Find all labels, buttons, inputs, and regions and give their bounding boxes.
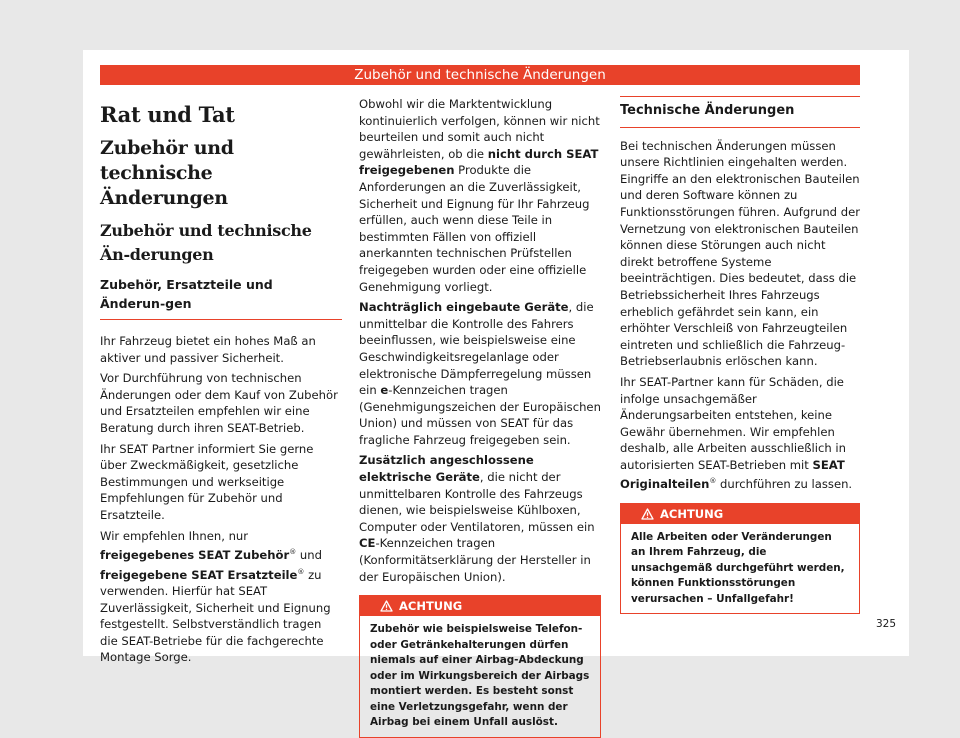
heading-level-3: Zubehör und technische Än-derungen bbox=[100, 221, 312, 264]
bold-text: freigegebenes SEAT Zubehör bbox=[100, 547, 290, 562]
text-run: Wir empfehlen Ihnen, nur bbox=[100, 528, 249, 543]
heading-level-2: Zubehör und technische Änderungen bbox=[100, 137, 234, 209]
column-middle bbox=[359, 96, 601, 738]
page-number: 325 bbox=[876, 618, 897, 630]
warning-header bbox=[360, 596, 600, 616]
text-run: -Kennzeichen tragen (Konformitätserklärung der Hersteller in der Europäischen Union). bbox=[359, 536, 591, 584]
heading-level-1: Rat und Tat bbox=[100, 102, 235, 127]
paragraph: Bei technischen Änderungen müssen unsere Richtlinien eingehalten werden. Eingriffe an den elektronischen Bauteilen und deren Software können zu Funktionsstörungen führen. Aufgrund der Vernetzung von elektronischen Bauteilen können diese Störungen auch nicht direkt betroffene Systeme beeinträchtigen. Dies bedeutet, dass die Betriebssicherheit Ihres Fahrzeugs erheblich gefährdet sein kann, ein erhöhter Verschleiß von Fahrzeugteilen eintreten und schließlich die Fahrzeug-Betriebserlaubnis erlöschen kann. bbox=[620, 138, 860, 369]
text-run: Produkte die Anforderungen an die Zuverlässigkeit, Sicherheit und Eignung für Ihr Fahrzeug erfüllen, auch wenn diese Teile in bestimmten Fällen von offiziell anerkannten technischen Prüfstellen freigegeben wurden oder eine offizielle Genehmigung vorliegt. bbox=[359, 163, 590, 294]
heading-level-4-block bbox=[100, 275, 342, 320]
text-run: , die unmittelbar die Kontrolle des Fahrers beeinflussen, wie beispielsweise eine Geschwindigkeitsregelanlage oder elektronische Dämpferregelung müssen ein bbox=[359, 300, 594, 398]
text-run: -Kennzeichen tragen (Genehmigungszeichen der Europäischen Union) und müssen von SEAT für das fragliche Fahrzeug freigegeben sein. bbox=[359, 383, 601, 447]
bold-text: nicht durch SEAT freigegebenen bbox=[359, 146, 599, 178]
warning-title: ACHTUNG bbox=[399, 599, 463, 614]
paragraph: Vor Durchführung von technischen Änderungen oder dem Kauf von Zubehör und Ersatzteilen empfehlen wir eine Beratung durch ihren SEAT-Betrieb. bbox=[100, 371, 338, 435]
paragraph: Ihr SEAT Partner informiert Sie gerne über Zweckmäßigkeit, gesetzliche Bestimmungen und werkseitige Empfehlungen für Zubehör und Ersatzteile. bbox=[100, 441, 314, 522]
bold-text: Zusätzlich angeschlossene elektrische Geräte bbox=[359, 453, 534, 485]
warning-triangle-icon bbox=[380, 600, 393, 612]
warning-triangle-icon bbox=[641, 508, 654, 520]
paragraph bbox=[100, 528, 342, 666]
bold-text: SEAT Originalteilen bbox=[620, 457, 845, 492]
warning-title: ACHTUNG bbox=[660, 506, 724, 521]
registered-mark: ® bbox=[289, 548, 297, 557]
bold-text: e bbox=[380, 383, 389, 398]
column-left bbox=[100, 96, 342, 670]
registered-mark: ® bbox=[709, 477, 717, 486]
text-run: Ihr SEAT-Partner kann für Schäden, die infolge unsachgemäßer Änderungsarbeiten entstehen, keine Gewähr übernehmen. Wir empfehlen deshalb, alle Arbeiten ausschließlich in autorisierten SEAT-Betrieben mit bbox=[620, 374, 846, 472]
text-run: und bbox=[296, 547, 322, 562]
registered-mark: ® bbox=[297, 567, 305, 576]
bold-text: CE bbox=[359, 536, 376, 551]
bold-text: freigegebene SEAT Ersatzteile bbox=[100, 567, 298, 582]
section-header-bar: Zubehör und technische Änderungen bbox=[100, 65, 860, 85]
text-run: , die nicht der unmittelbaren Kontrolle des Fahrzeugs dienen, wie beispielsweise Kühlboxen, Computer oder Ventilatoren, müssen ein bbox=[359, 470, 595, 534]
warning-box bbox=[620, 503, 860, 615]
warning-header bbox=[621, 504, 859, 524]
column-right bbox=[620, 96, 860, 614]
paragraph bbox=[359, 452, 601, 585]
warning-box bbox=[359, 595, 601, 738]
bold-text: Nachträglich eingebaute Geräte bbox=[359, 300, 569, 315]
paragraph: Ihr Fahrzeug bietet ein hohes Maß an aktiver und passiver Sicherheit. bbox=[100, 334, 316, 365]
paragraph bbox=[359, 96, 601, 295]
text-run: Obwohl wir die Marktentwicklung kontinuierlich verfolgen, können wir nicht beurteilen und somit auch nicht gewährleisten, ob die bbox=[359, 97, 600, 161]
section-heading: Technische Änderungen bbox=[620, 96, 860, 128]
text-run: zu verwenden. Hierfür hat SEAT Zuverlässigkeit, Sicherheit und Eignung festgestellt. Selbstverständlich tragen die SEAT-Betriebe für die fachgerechte Montage Sorge. bbox=[100, 567, 331, 665]
paragraph bbox=[620, 374, 860, 493]
paragraph bbox=[359, 299, 601, 448]
heading-level-4: Zubehör, Ersatzteile und Änderun-gen bbox=[100, 277, 273, 311]
warning-text: Zubehör wie beispielsweise Telefon- oder Getränkehalterungen dürfen niemals auf einer Airbag-Abdeckung oder im Wirkungsbereich der Airbags montiert werden. Es besteht sonst eine Verletzungsgefahr, wenn der Airbag bei einem Unfall auslöst. bbox=[370, 623, 590, 729]
warning-text: Alle Arbeiten oder Veränderungen an Ihrem Fahrzeug, die unsachgemäß durchgeführt werden, können Funktionsstörungen verursachen – Unfallgefahr! bbox=[631, 530, 845, 605]
text-run: durchführen zu lassen. bbox=[716, 477, 853, 492]
